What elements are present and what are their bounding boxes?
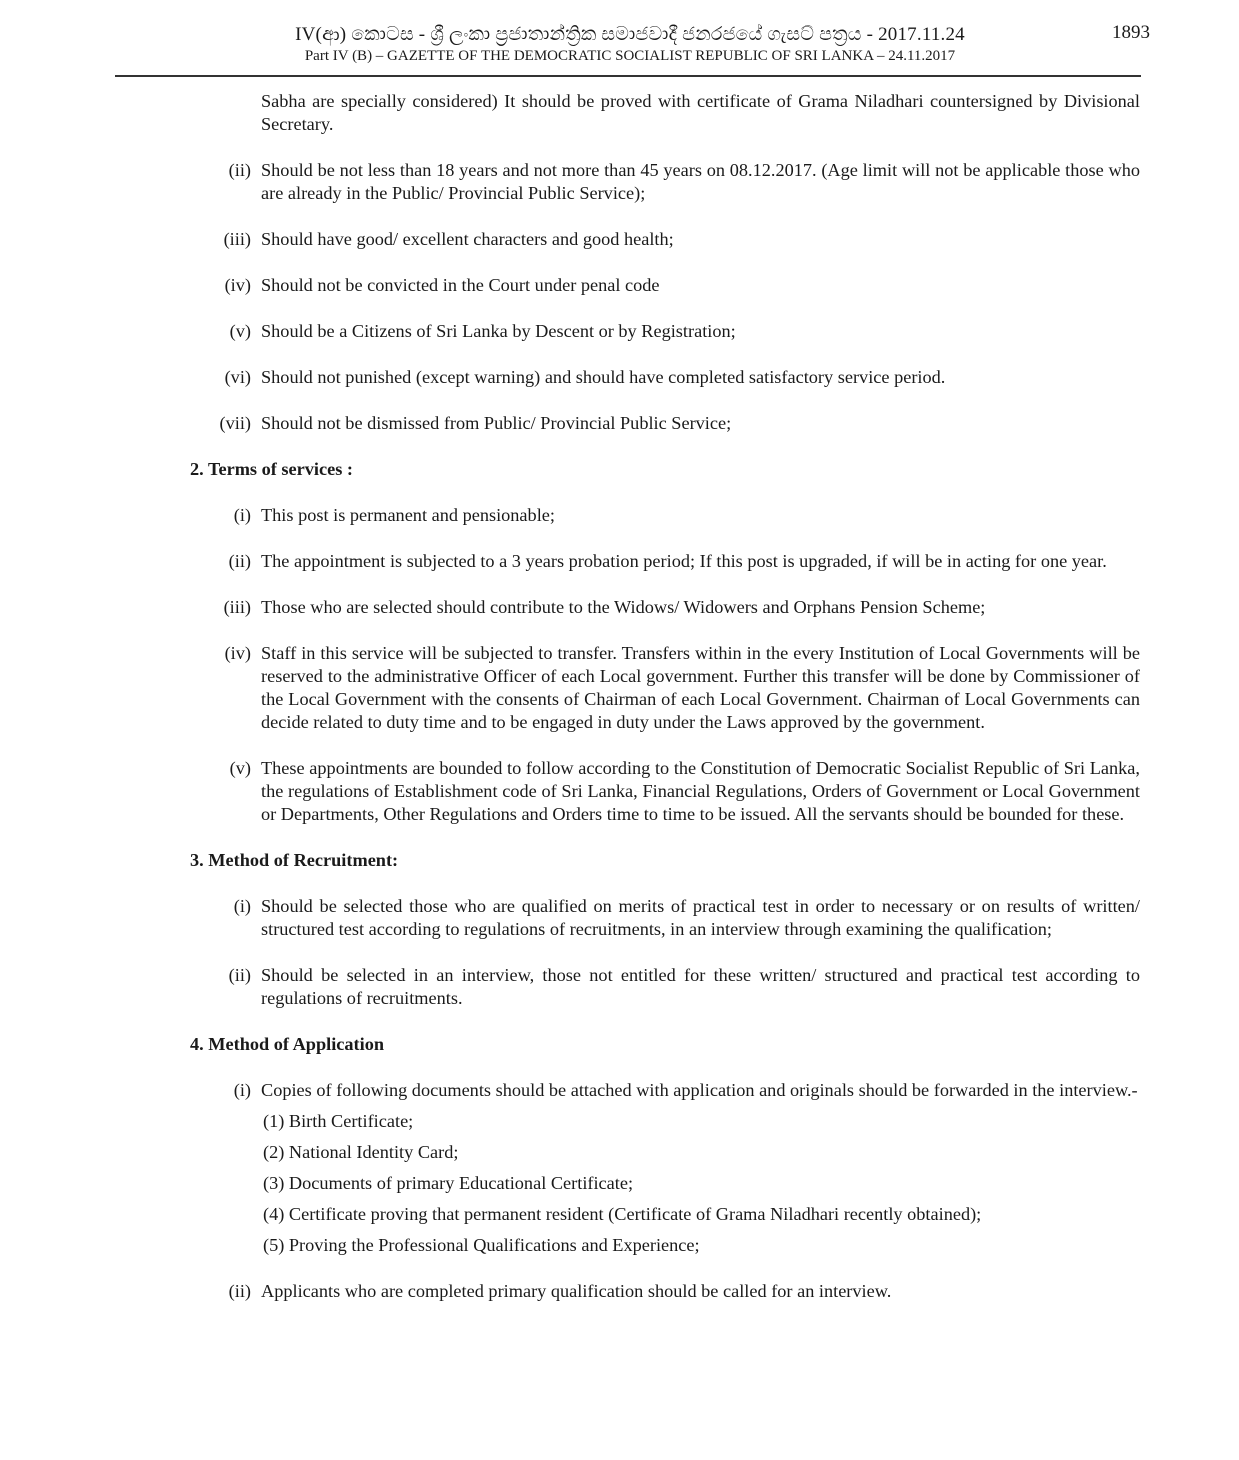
item-number: (ii) — [228, 1281, 251, 1301]
item-text: The appointment is subjected to a 3 years probation period; If this post is upgraded, if will be in acting for one year. — [261, 551, 1107, 571]
item-number: (iv) — [224, 275, 251, 295]
qualification-item — [224, 366, 1140, 389]
document-body — [0, 90, 1239, 1303]
terms-item — [228, 550, 1140, 573]
item-text: Should be selected in an interview, those not entitled for these written/ structured and practical test according to regulations of recruitments. — [261, 965, 1140, 1008]
terms-item — [223, 596, 1140, 619]
item-number: (ii) — [228, 965, 251, 985]
item-number: (iii) — [223, 597, 251, 617]
qualification-item — [224, 274, 1140, 297]
qualification-item — [229, 320, 1140, 343]
section-heading-recruitment: 3. Method of Recruitment: — [190, 850, 399, 870]
qualification-item — [219, 412, 1140, 435]
item-text: Should be selected those who are qualified on merits of practical test in order to necessary or on results of written/ structured test according to regulations of recruitments, in an interview through examining the qualification; — [261, 896, 1140, 939]
header-english-title: Part IV (B) – GAZETTE OF THE DEMOCRATIC SOCIALIST REPUBLIC OF SRI LANKA – 24.11.2017 — [304, 48, 956, 64]
item-text: These appointments are bounded to follow according to the Constitution of Democratic Socialist Republic of Sri Lanka, the regulations of Establishment code of Sri Lanka, Financial Regulations, Orders of Government or Local Government or Departments, Other Regulations and Orders time to time to be issued. All the servants should be bounded for these. — [261, 758, 1140, 824]
terms-item — [229, 757, 1140, 826]
document-list-item: (3) Documents of primary Educational Certificate; — [263, 1173, 634, 1193]
item-text: Copies of following documents should be attached with application and originals should be forwarded in the interview.- — [261, 1080, 1138, 1100]
item-number: (v) — [229, 321, 251, 341]
item-text: Should be not less than 18 years and not more than 45 years on 08.12.2017. (Age limit will not be applicable those who are already in the Public/ Provincial Public Service); — [261, 160, 1140, 203]
qualification-item — [228, 159, 1140, 205]
page-number: 1893 — [1112, 22, 1150, 43]
document-list-item: (4) Certificate proving that permanent resident (Certificate of Grama Niladhari recently obtained); — [263, 1204, 982, 1224]
recruitment-item — [228, 964, 1140, 1010]
item-number: (iv) — [224, 643, 251, 663]
item-number: (i) — [233, 896, 251, 916]
item-text: Those who are selected should contribute to the Widows/ Widowers and Orphans Pension Scheme; — [261, 597, 986, 617]
item-number: (vii) — [219, 413, 251, 433]
item-text: This post is permanent and pensionable; — [261, 505, 555, 525]
terms-item — [224, 642, 1140, 734]
item-text: Should be a Citizens of Sri Lanka by Descent or by Registration; — [261, 321, 736, 341]
section-heading-terms: 2. Terms of services : — [190, 459, 353, 479]
document-list-item: (1) Birth Certificate; — [263, 1111, 414, 1131]
item-text: Should have good/ excellent characters and good health; — [261, 229, 674, 249]
qualification-item — [223, 228, 1140, 251]
application-item — [228, 1280, 1140, 1303]
item-number: (i) — [233, 505, 251, 525]
item-text: Should not be convicted in the Court under penal code — [261, 275, 660, 295]
item-number: (ii) — [228, 551, 251, 571]
item-number: (i) — [233, 1080, 251, 1100]
item-number: (vi) — [224, 367, 251, 387]
header-divider — [115, 75, 1141, 77]
item-number: (iii) — [223, 229, 251, 249]
item-number: (ii) — [228, 160, 251, 180]
recruitment-item — [233, 895, 1140, 941]
terms-item — [233, 504, 1140, 527]
document-list-item: (2) National Identity Card; — [263, 1142, 459, 1162]
application-item — [233, 1079, 1140, 1102]
intro-continuation: Sabha are specially considered) It should be proved with certificate of Grama Niladhari countersigned by Divisional Secretary. — [261, 91, 1140, 134]
item-text: Applicants who are completed primary qualification should be called for an interview. — [261, 1281, 892, 1301]
item-text: Should not be dismissed from Public/ Provincial Public Service; — [261, 413, 732, 433]
section-heading-application: 4. Method of Application — [190, 1034, 384, 1054]
item-text: Should not punished (except warning) and should have completed satisfactory service period. — [261, 367, 946, 387]
item-text: Staff in this service will be subjected to transfer. Transfers within in the every Institution of Local Governments will be reserved to the administrative Officer of each Local government. Further this transfer will be done by Commissioner of the Local Government with the consents of Chairman of each Local Government. Chairman of Local Governments can decide related to duty time and to be engaged in duty under the Laws approved by the government. — [261, 643, 1140, 732]
document-list-item: (5) Proving the Professional Qualifications and Experience; — [263, 1235, 700, 1255]
header-sinhala-title: IV(ආ) කොටස - ශ්‍රී ලංකා ප්‍රජාතාන්ත්‍රික සමාජවාදී ජනරජයේ ගැසට් පත්‍රය - 2017.11.24 — [295, 24, 965, 45]
item-number: (v) — [229, 758, 251, 778]
